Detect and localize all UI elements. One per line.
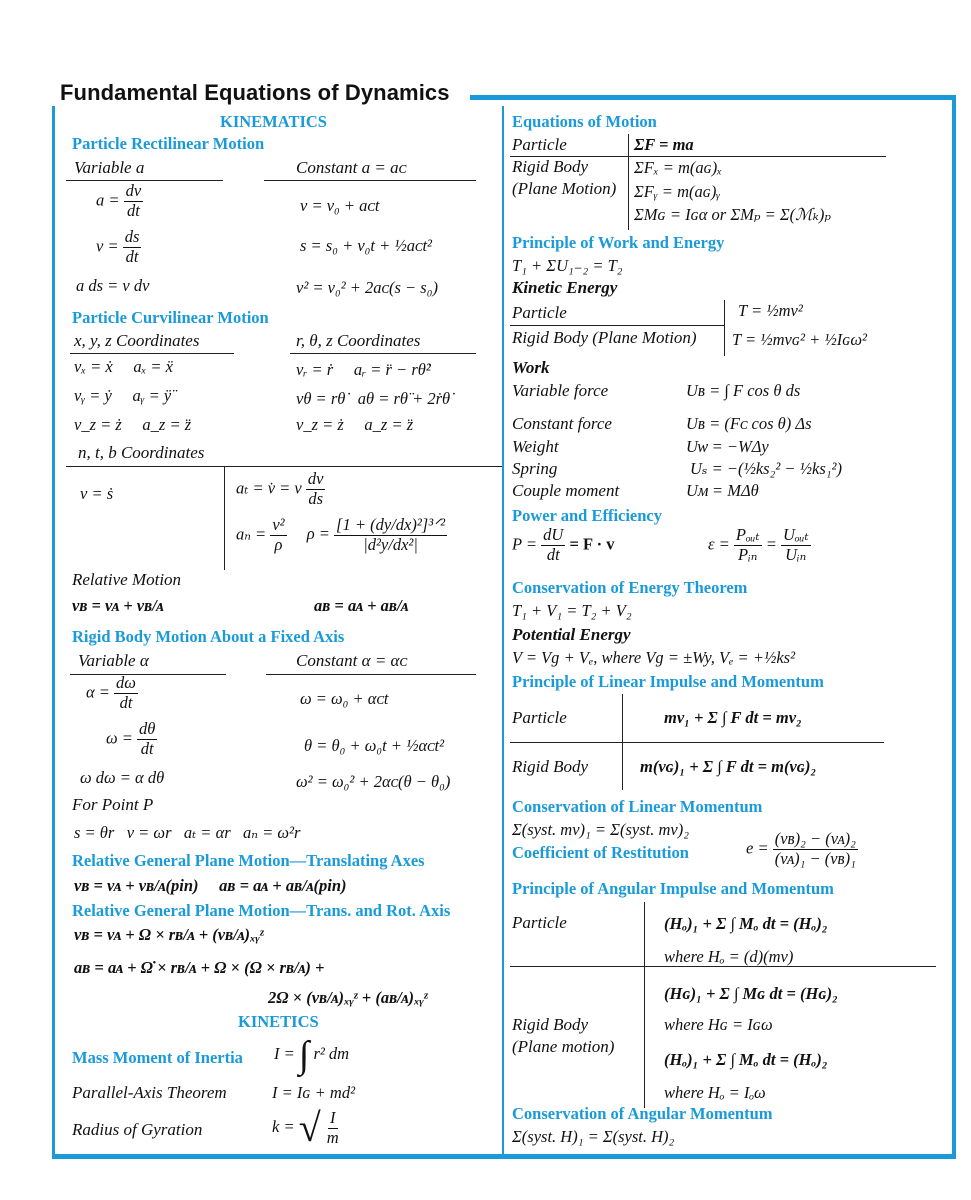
lin-impulse-rb-label: Rigid Body bbox=[512, 757, 589, 776]
kinetics-heading: KINETICS bbox=[238, 1012, 319, 1031]
eq-omega-domega: ω dω = α dθ bbox=[80, 768, 165, 787]
work-label-spring: Spring bbox=[512, 459, 558, 478]
eom-particle-label: Particle bbox=[512, 135, 567, 154]
rectilinear-heading: Particle Rectilinear Motion bbox=[72, 134, 265, 153]
ntb-heading: n, t, b Coordinates bbox=[78, 443, 205, 462]
ang-impulse-rb-where-1: where Hɢ = Iɢω bbox=[664, 1015, 773, 1034]
cons-ang-heading: Conservation of Angular Momentum bbox=[512, 1104, 773, 1123]
lin-impulse-particle-label: Particle bbox=[512, 708, 567, 727]
relative-motion-heading: Relative Motion bbox=[72, 570, 182, 589]
ang-impulse-heading: Principle of Angular Impulse and Momentum bbox=[512, 879, 834, 898]
col-constant-alpha: Constant α = αᴄ bbox=[296, 651, 408, 670]
restitution-heading: Coefficient of Restitution bbox=[512, 843, 689, 862]
frame-left bbox=[52, 106, 55, 1156]
page-title: Fundamental Equations of Dynamics bbox=[60, 80, 450, 105]
cons-energy-heading: Conservation of Energy Theorem bbox=[512, 578, 748, 597]
power-eq: P = $\frac{dU}{dt}$ = F · v bbox=[512, 525, 615, 564]
efficiency-eq: ε = $\frac{\text{Pₒᵤₜ}}{\text{Pᵢₙ}}$ = $\frac{\text{Uₒᵤₜ}}{\text{Uᵢₙ}}$ bbox=[708, 525, 809, 564]
eom-particle-eq: ΣF = ma bbox=[634, 135, 694, 154]
curvilinear-heading: Particle Curvilinear Motion bbox=[72, 308, 269, 327]
point-p-heading: For Point P bbox=[72, 795, 154, 814]
trans-rot-heading: Relative General Plane Motion—Trans. and Rot. Axis bbox=[72, 901, 451, 920]
cons-lin-heading: Conservation of Linear Momentum bbox=[512, 797, 763, 816]
ke-particle-label: Particle bbox=[512, 303, 567, 322]
cons-energy-eq: T₁ + V₁ = T₂ + V₂ bbox=[512, 601, 632, 620]
gyration-label: Radius of Gyration bbox=[72, 1120, 203, 1139]
eq-a-dvdt: a = $\frac{dv}{dt}$ bbox=[96, 181, 142, 220]
xyz-row-3: v_z = ż a_z = z̈ bbox=[74, 415, 192, 434]
lin-impulse-rb-eq: m(vɢ)₁ + Σ ∫ F dt = m(vɢ)₂ bbox=[640, 757, 817, 776]
work-energy-eq: T₁ + ΣU₁₋₂ = T₂ bbox=[512, 256, 623, 275]
translating-axes-heading: Relative General Plane Motion—Translating Axes bbox=[72, 851, 425, 870]
translating-axes-eq: vʙ = vᴀ + vʙ/ᴀ(pin) aʙ = aᴀ + aʙ/ᴀ(pin) bbox=[74, 876, 347, 895]
point-p-equations: s = θr v = ωr aₜ = αr aₙ = ω²r bbox=[74, 823, 301, 842]
xyz-row-2: vᵧ = ẏ aᵧ = ÿ̈ bbox=[74, 386, 172, 405]
xyz-row-1: vₓ = ẋ aₓ = ẍ bbox=[74, 357, 173, 376]
ang-impulse-rb-eq-2: (Hₒ)₁ + Σ ∫ Mₒ dt = (Hₒ)₂ bbox=[664, 1050, 828, 1069]
cons-ang-eq: Σ(syst. H)₁ = Σ(syst. H)₂ bbox=[512, 1127, 675, 1146]
work-eq-couple: Uᴍ = MΔθ bbox=[686, 481, 759, 500]
ang-impulse-rb-label-1: Rigid Body bbox=[512, 1015, 589, 1034]
work-label-weight: Weight bbox=[512, 437, 559, 456]
eom-rb-label-2: (Plane Motion) bbox=[512, 179, 617, 198]
ntb-v: v = ṡ bbox=[80, 484, 114, 503]
work-energy-heading: Principle of Work and Energy bbox=[512, 233, 725, 252]
eom-rb-eq-3: ΣMɢ = Iɢα or ΣMₚ = Σ(ℳₖ)ₚ bbox=[634, 205, 831, 224]
gyration-eq: k = √ $\frac{I}{m}$ bbox=[272, 1105, 339, 1150]
ke-particle-eq: T = ½mv² bbox=[738, 301, 803, 320]
eq-ads-vdv: a ds = v dv bbox=[76, 276, 150, 295]
column-divider bbox=[502, 106, 504, 1154]
kinetic-energy-heading: Kinetic Energy bbox=[512, 278, 618, 297]
work-eq-spring: Uₛ = −(½ks₂² − ½ks₁²) bbox=[690, 459, 842, 478]
eq-const-omega: ω = ω₀ + αᴄt bbox=[300, 689, 389, 708]
ntb-at: aₜ = v̇ = v $\frac{dv}{ds}$ bbox=[236, 469, 324, 508]
inertia-eq: I = ∫ r² dm bbox=[274, 1034, 350, 1076]
relative-velocity: vʙ = vᴀ + vʙ/ᴀ bbox=[72, 596, 164, 615]
ntb-an: aₙ = $\frac{\text{v²}}{\rho}$ ρ = $\frac{\text{[1 + (dy/dx)²]³ᐟ²}}{\text{|d²y/dx²|}}$ bbox=[236, 515, 446, 554]
title-rule bbox=[470, 95, 956, 100]
eom-rb-label-1: Rigid Body bbox=[512, 157, 589, 176]
parallel-axis-label: Parallel-Axis Theorem bbox=[72, 1083, 227, 1102]
col-constant-a: Constant a = aᴄ bbox=[296, 158, 407, 177]
rtz-row-1: vᵣ = ṙ aᵣ = r̈ − rθ̇² bbox=[296, 360, 431, 379]
trans-rot-eq-a-cont: 2Ω × (vʙ/ᴀ)ₓᵧᶻ + (aʙ/ᴀ)ₓᵧᶻ bbox=[268, 988, 428, 1007]
lin-impulse-particle-eq: mv₁ + Σ ∫ F dt = mv₂ bbox=[664, 708, 802, 727]
work-label-variable: Variable force bbox=[512, 381, 609, 400]
ke-rb-label: Rigid Body (Plane Motion) bbox=[512, 328, 697, 347]
eq-v-dsdt: v = $\frac{ds}{dt}$ bbox=[96, 227, 140, 266]
work-heading: Work bbox=[512, 358, 550, 377]
cons-lin-eq: Σ(syst. mv)₁ = Σ(syst. mv)₂ bbox=[512, 820, 689, 839]
frame-bottom bbox=[52, 1154, 956, 1159]
ke-rb-eq: T = ½mvɢ² + ½Iɢω² bbox=[732, 330, 867, 349]
work-eq-weight: Uᴡ = −WΔy bbox=[686, 437, 769, 456]
fixed-axis-heading: Rigid Body Motion About a Fixed Axis bbox=[72, 627, 345, 646]
potential-eq: V = Vɡ + Vₑ, where Vɡ = ±Wy, Vₑ = +½ks² bbox=[512, 648, 796, 667]
potential-heading: Potential Energy bbox=[512, 625, 631, 644]
relative-acceleration: aʙ = aᴀ + aʙ/ᴀ bbox=[314, 596, 409, 615]
ang-impulse-rb-eq-1: (Hɢ)₁ + Σ ∫ Mɢ dt = (Hɢ)₂ bbox=[664, 984, 838, 1003]
inertia-heading: Mass Moment of Inertia bbox=[72, 1048, 243, 1067]
work-label-couple: Couple moment bbox=[512, 481, 620, 500]
eq-const-omega2: ω² = ω₀² + 2αᴄ(θ − θ₀) bbox=[296, 772, 451, 791]
rtz-row-3: v_z = ż a_z = z̈ bbox=[296, 415, 414, 434]
work-label-constant: Constant force bbox=[512, 414, 612, 433]
work-eq-variable: Uʙ = ∫ F cos θ ds bbox=[686, 381, 801, 400]
ang-impulse-particle-eq: (Hₒ)₁ + Σ ∫ Mₒ dt = (Hₒ)₂ bbox=[664, 914, 828, 933]
col-variable-alpha: Variable α bbox=[78, 651, 149, 670]
xyz-heading: x, y, z Coordinates bbox=[74, 331, 200, 350]
eom-rb-eq-2: ΣFᵧ = m(aɢ)ᵧ bbox=[634, 182, 721, 201]
rtz-row-2: vθ = rθ̇ aθ = rθ̈ + 2ṙθ̇ bbox=[296, 389, 451, 408]
eom-rb-eq-1: ΣFₓ = m(aɢ)ₓ bbox=[634, 158, 722, 177]
restitution-eq: e = $\frac{\text{(vʙ)₂ − (vᴀ)₂}}{\text{(vᴀ)₁ − (vʙ)₁}}$ bbox=[746, 829, 856, 868]
eq-const-v2: v² = v₀² + 2aᴄ(s − s₀) bbox=[296, 278, 438, 297]
lin-impulse-heading: Principle of Linear Impulse and Momentum bbox=[512, 672, 824, 691]
eq-omega: ω = $\frac{d\theta}{dt}$ bbox=[106, 719, 156, 758]
trans-rot-eq-v: vʙ = vᴀ + Ω × rʙ/ᴀ + (vʙ/ᴀ)ₓᵧᶻ bbox=[74, 925, 264, 944]
ang-impulse-particle-label: Particle bbox=[512, 913, 567, 932]
ang-impulse-rb-where-2: where Hₒ = Iₒω bbox=[664, 1083, 766, 1102]
col-variable-a: Variable a bbox=[74, 158, 145, 177]
kinematics-heading: KINEMATICS bbox=[220, 112, 327, 131]
work-eq-constant: Uʙ = (Fᴄ cos θ) Δs bbox=[686, 414, 812, 433]
ang-impulse-rb-label-2: (Plane motion) bbox=[512, 1037, 615, 1056]
rtz-heading: r, θ, z Coordinates bbox=[296, 331, 421, 350]
trans-rot-eq-a: aʙ = aᴀ + Ω̇ × rʙ/ᴀ + Ω × (Ω × rʙ/ᴀ) + bbox=[74, 958, 325, 977]
eq-const-theta: θ = θ₀ + ω₀t + ½αᴄt² bbox=[304, 736, 445, 755]
power-heading: Power and Efficiency bbox=[512, 506, 663, 525]
eq-const-v: v = v₀ + aᴄt bbox=[300, 196, 380, 215]
eq-const-s: s = s₀ + v₀t + ½aᴄt² bbox=[300, 236, 432, 255]
eom-heading: Equations of Motion bbox=[512, 112, 657, 131]
parallel-axis-eq: I = Iɢ + md² bbox=[272, 1083, 356, 1102]
eq-alpha: α = $\frac{d\omega}{dt}$ bbox=[86, 673, 136, 712]
ang-impulse-particle-where: where Hₒ = (d)(mv) bbox=[664, 947, 794, 966]
frame-right bbox=[952, 100, 956, 1158]
